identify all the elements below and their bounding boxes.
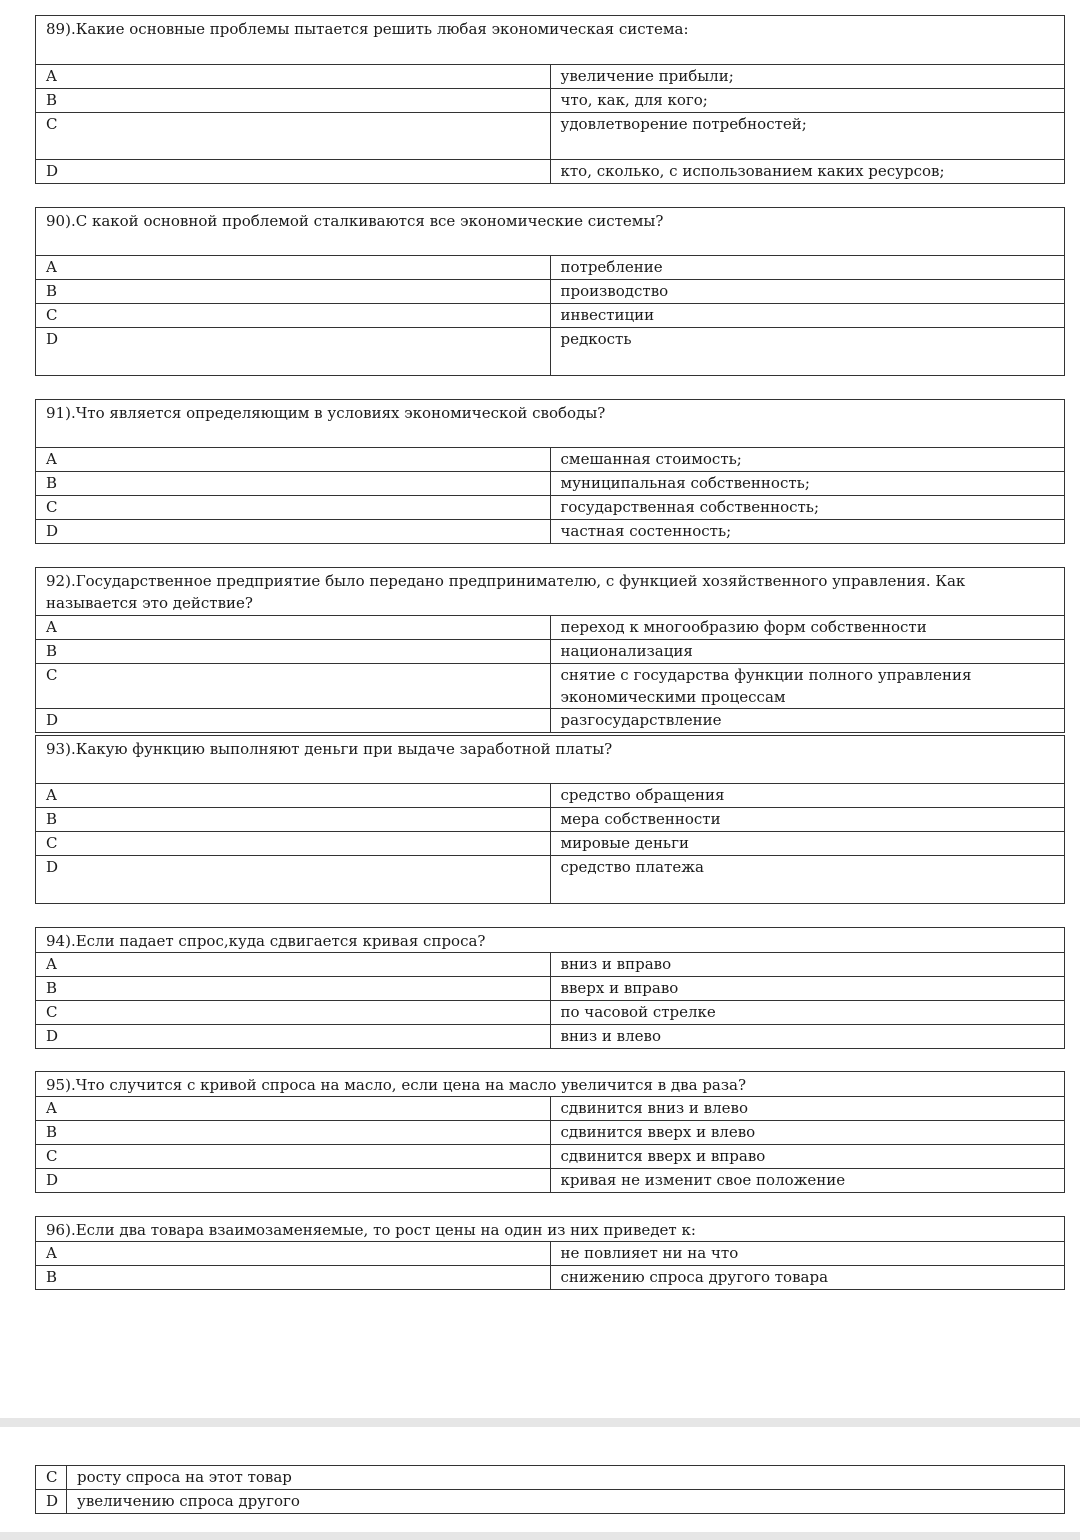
option-letter: D (36, 328, 551, 376)
question-text: 96).Если два товара взаимозаменяемые, то рост цены на один из них приведет к: (36, 1217, 1065, 1242)
option-text: кривая не изменит свое положение (550, 1169, 1065, 1193)
question-91 (35, 399, 1065, 544)
page-break (0, 1418, 1080, 1427)
option-letter: A (36, 616, 551, 640)
option-text: средство платежа (550, 856, 1065, 904)
question-89 (35, 15, 1065, 184)
question-text: 91).Что является определяющим в условиях экономической свободы? (36, 400, 1065, 448)
option-text: производство (550, 280, 1065, 304)
option-letter: A (36, 1242, 551, 1266)
option-letter: C (36, 832, 551, 856)
option-text: переход к многообразию форм собственности (550, 616, 1065, 640)
option-text: муниципальная собственность; (550, 472, 1065, 496)
question-96-continued (35, 1465, 1065, 1514)
question-text: 92).Государственное предприятие было передано предпринимателю, с функцией хозяйственного управления. Как называется это действие? (36, 568, 1065, 616)
option-text: государственная собственность; (550, 496, 1065, 520)
option-letter: A (36, 784, 551, 808)
option-text: по часовой стрелке (550, 1001, 1065, 1025)
option-letter: A (36, 953, 551, 977)
option-text: потребление (550, 256, 1065, 280)
option-letter: D (36, 520, 551, 544)
option-letter: B (36, 1266, 551, 1290)
option-text: что, как, для кого; (550, 89, 1065, 113)
option-text: мера собственности (550, 808, 1065, 832)
option-text: вверх и вправо (550, 977, 1065, 1001)
option-letter: B (36, 280, 551, 304)
option-text: увеличению спроса другого (67, 1490, 1065, 1514)
option-text: снятие с государства функции полного управления экономическими процессам (550, 664, 1065, 709)
option-text: сдвинится вниз и влево (550, 1097, 1065, 1121)
option-text: редкость (550, 328, 1065, 376)
option-text: кто, сколько, с использованием каких ресурсов; (550, 160, 1065, 184)
option-text: удовлетворение потребностей; (550, 113, 1065, 160)
page-break-bottom (0, 1532, 1080, 1540)
option-text: мировые деньги (550, 832, 1065, 856)
option-letter: D (36, 1490, 67, 1514)
option-text: смешанная стоимость; (550, 448, 1065, 472)
option-letter: D (36, 1025, 551, 1049)
question-96 (35, 1216, 1065, 1290)
option-letter: B (36, 89, 551, 113)
option-text: инвестиции (550, 304, 1065, 328)
question-94 (35, 927, 1065, 1049)
option-letter: C (36, 304, 551, 328)
option-text: вниз и влево (550, 1025, 1065, 1049)
question-text: 94).Если падает спрос,куда сдвигается кривая спроса? (36, 928, 1065, 953)
option-text: увеличение прибыли; (550, 65, 1065, 89)
question-90 (35, 207, 1065, 376)
option-letter: C (36, 1145, 551, 1169)
question-93 (35, 735, 1065, 904)
option-text: вниз и вправо (550, 953, 1065, 977)
option-text: средство обращения (550, 784, 1065, 808)
option-letter: A (36, 256, 551, 280)
question-92 (35, 567, 1065, 733)
option-text: разгосударствление (550, 709, 1065, 733)
option-letter: B (36, 1121, 551, 1145)
option-text: национализация (550, 640, 1065, 664)
option-letter: D (36, 160, 551, 184)
option-text: сдвинится вверх и вправо (550, 1145, 1065, 1169)
option-letter: C (36, 1001, 551, 1025)
option-letter: D (36, 1169, 551, 1193)
option-letter: D (36, 709, 551, 733)
option-letter: B (36, 472, 551, 496)
option-letter: B (36, 640, 551, 664)
option-letter: A (36, 448, 551, 472)
option-letter: C (36, 664, 551, 709)
option-letter: D (36, 856, 551, 904)
question-95 (35, 1071, 1065, 1193)
question-text: 95).Что случится с кривой спроса на масло, если цена на масло увеличится в два раза? (36, 1072, 1065, 1097)
option-letter: B (36, 808, 551, 832)
question-text: 89).Какие основные проблемы пытается решить любая экономическая система: (36, 16, 1065, 65)
option-letter: A (36, 1097, 551, 1121)
option-text: сдвинится вверх и влево (550, 1121, 1065, 1145)
option-letter: C (36, 113, 551, 160)
option-letter: C (36, 1466, 67, 1490)
option-text: снижению спроса другого товара (550, 1266, 1065, 1290)
option-text: росту спроса на этот товар (67, 1466, 1065, 1490)
option-text: частная состенность; (550, 520, 1065, 544)
question-text: 93).Какую функцию выполняют деньги при выдаче заработной платы? (36, 736, 1065, 784)
question-text: 90).С какой основной проблемой сталкиваются все экономические системы? (36, 208, 1065, 256)
option-text: не повлияет ни на что (550, 1242, 1065, 1266)
option-letter: B (36, 977, 551, 1001)
option-letter: C (36, 496, 551, 520)
option-letter: A (36, 65, 551, 89)
